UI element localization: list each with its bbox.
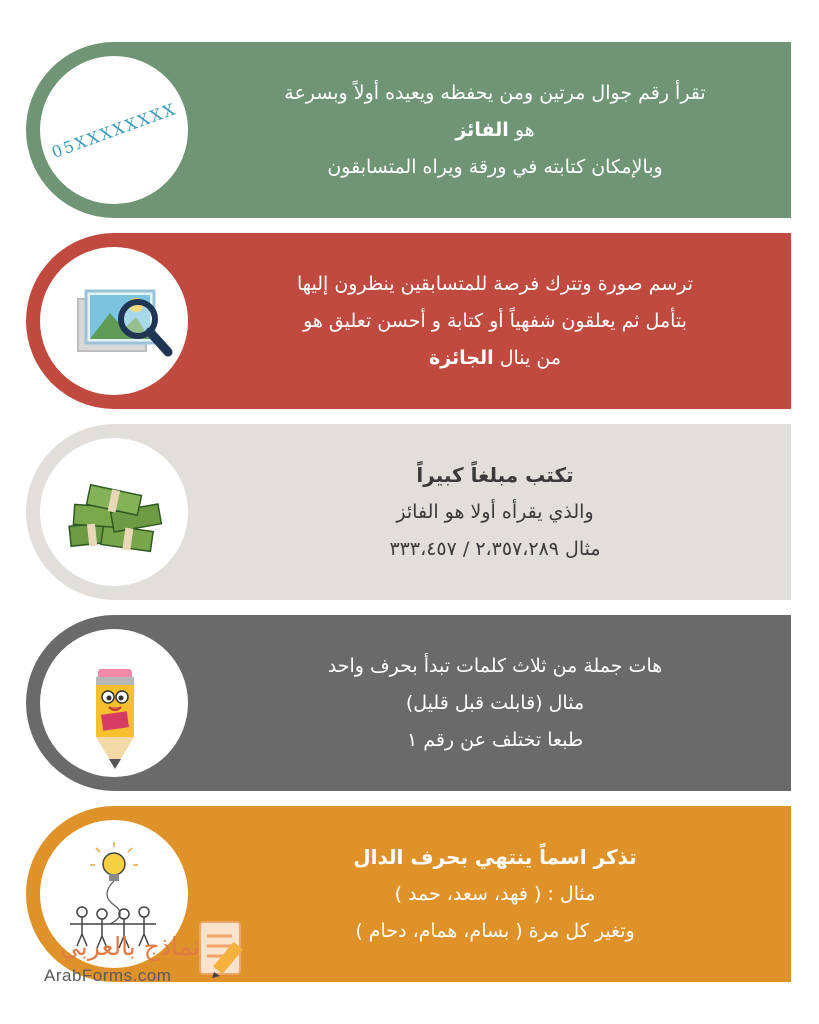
card-line: طبعا تختلف عن رقم ١ bbox=[406, 728, 584, 751]
icon-ring bbox=[26, 424, 202, 600]
card-line: تقرأ رقم جوال مرتين ومن يحفظه ويعيده أولاً وبسرعة bbox=[284, 81, 706, 104]
card-text bbox=[231, 424, 759, 600]
watermark-sub: ArabForms.com bbox=[44, 966, 172, 985]
card-line: بتأمل ثم يعلقون شفهياً أو كتابة و أحسن تعليق هو bbox=[303, 309, 687, 332]
icon-disc bbox=[40, 247, 188, 395]
svg-text:05XXXXXXXX: 05XXXXXXXX bbox=[49, 99, 180, 162]
icon-disc bbox=[40, 56, 188, 204]
money-stack-icon bbox=[40, 438, 188, 586]
form-pencil-icon bbox=[196, 916, 258, 982]
card-line: وبالإمكان كتابته في ورقة ويراه المتسابقون bbox=[327, 155, 663, 178]
card-big-number bbox=[26, 424, 791, 600]
card-same-letter bbox=[26, 615, 791, 791]
card-line: والذي يقرأه أولا هو الفائز bbox=[396, 500, 594, 523]
icon-ring bbox=[26, 615, 202, 791]
icon-ring bbox=[26, 233, 202, 409]
icon-ring bbox=[26, 42, 202, 218]
card-title: تكتب مبلغاً كبيراً bbox=[416, 462, 574, 487]
card-picture-comment bbox=[26, 233, 791, 409]
card-line: ترسم صورة وتترك فرصة للمتسابقين ينظرون إليها bbox=[296, 272, 694, 295]
pencil-reading-icon bbox=[40, 629, 188, 777]
phone-number-icon bbox=[40, 56, 188, 204]
icon-disc bbox=[40, 629, 188, 777]
card-phone-memory bbox=[26, 42, 791, 218]
card-line-winner: هو الفائز bbox=[455, 118, 535, 141]
card-text bbox=[231, 806, 759, 982]
watermark bbox=[30, 914, 260, 994]
card-text bbox=[231, 615, 759, 791]
card-text bbox=[231, 42, 759, 218]
card-line: وتغير كل مرة ( بسام، همام، دحام ) bbox=[355, 919, 635, 942]
card-line: مثال (قابلت قبل قليل) bbox=[405, 691, 585, 714]
card-line: مثال ٢،٣٥٧،٢٨٩ / ٣٣٣،٤٥٧ bbox=[389, 537, 601, 560]
card-title: تذكر اسماً ينتهي بحرف الدال bbox=[353, 844, 637, 869]
card-line-prize: من ينال الجائزة bbox=[429, 346, 561, 369]
card-line: مثال : ( فهد، سعد، حمد ) bbox=[394, 882, 596, 905]
watermark-text: نماذج بالعربي bbox=[59, 932, 200, 961]
card-text bbox=[231, 233, 759, 409]
card-line: هات جملة من ثلاث كلمات تبدأ بحرف واحد bbox=[327, 654, 663, 677]
picture-magnifier-icon bbox=[40, 247, 188, 395]
icon-disc bbox=[40, 438, 188, 586]
